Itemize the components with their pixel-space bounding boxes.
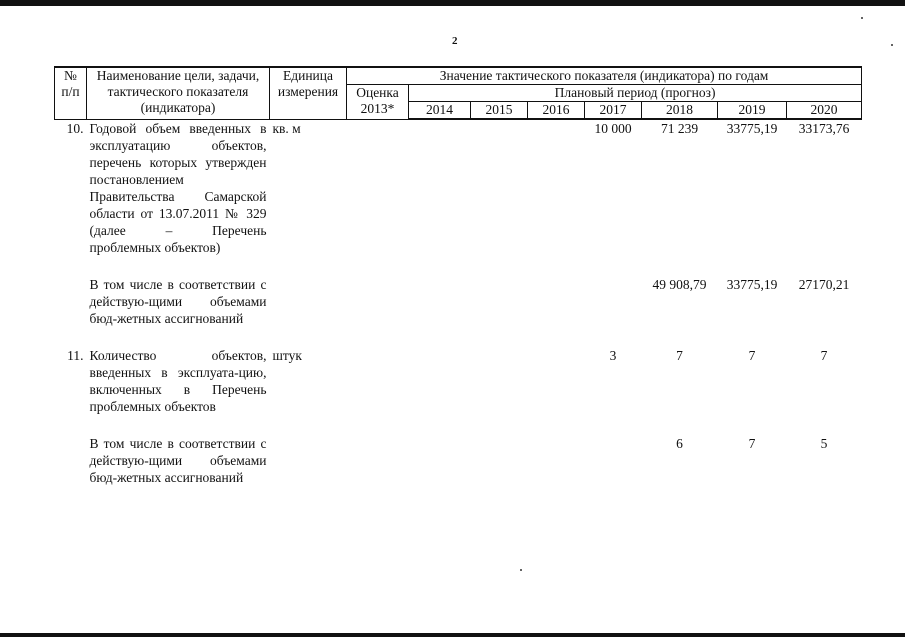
header-year: 2020 [787,102,862,120]
row-value [471,119,528,256]
indicators-table [54,66,862,486]
row-unit [270,435,347,486]
row-value [528,276,585,327]
header-unit: Единица измерения [270,67,347,119]
row-value [471,435,528,486]
row-value: 7 [748,435,756,451]
row-value: 71 239 [660,121,699,136]
row-value: 6 [676,435,683,451]
row-value [471,276,528,327]
row-unit: кв. м [272,120,301,136]
row-number: 10. [66,120,84,136]
header-number: № п/п [55,67,87,119]
row-name: В том числе в соответствии с действую-щими объемами бюд-жетных ассигнований [89,435,267,485]
header-name: Наименование цели, задачи, тактического показателя (индикатора) [87,67,270,119]
row-value [585,276,642,327]
row-name: Количество объектов, введенных в эксплуата-цию, включенных в Перечень проблемных объектов [89,347,267,414]
row-value [409,276,471,327]
row-unit: штук [272,347,302,363]
bottom-border [0,633,905,637]
header-estimate: Оценка 2013* [347,85,409,120]
row-estimate [347,276,409,327]
table-row [55,347,862,415]
header-year: 2018 [642,102,718,120]
row-value: 33775,19 [726,276,778,292]
row-spacer [55,327,862,347]
row-value: 27170,21 [798,276,850,292]
row-spacer [55,415,862,435]
row-value [528,435,585,486]
row-name: Годовой объем введенных в эксплуатацию объектов, перечень которых утвержден постановлением Правительства Самарской области от 13.07.2011 № 329 (далее – Перечень проблемных объектов) [89,120,267,255]
row-value [585,435,642,486]
row-value: 7 [676,347,683,363]
row-spacer [55,256,862,276]
row-value [409,119,471,256]
row-value [528,119,585,256]
header-planned: Плановый период (прогноз) [409,85,862,102]
row-value [528,347,585,415]
scan-speck [520,569,522,571]
row-value: 49 908,79 [652,276,707,292]
row-value [409,435,471,486]
scan-speck [891,44,893,46]
row-value: 3 [609,347,617,363]
row-value [409,347,471,415]
row-value: 7 [748,347,756,363]
header-year: 2014 [409,102,471,120]
row-estimate [347,119,409,256]
table-row [55,435,862,486]
table-row [55,276,862,327]
row-value [471,347,528,415]
header-year: 2015 [471,102,528,120]
header-values: Значение тактического показателя (индикатора) по годам [347,67,862,85]
top-border [0,0,905,6]
table-row [55,119,862,256]
row-value: 5 [820,435,828,451]
scan-speck [861,17,863,19]
row-value: 7 [820,347,828,363]
row-value: 33775,19 [726,121,778,136]
row-value: 10 000 [594,121,632,136]
row-estimate [347,347,409,415]
row-number [55,435,87,486]
header-year: 2017 [585,102,642,120]
page-number: 2 [452,35,458,47]
row-unit [270,276,347,327]
row-number [55,276,87,327]
row-estimate [347,435,409,486]
row-number: 11. [67,347,84,363]
row-name: В том числе в соответствии с действую-щими объемами бюд-жетных ассигнований [89,276,267,326]
header-year: 2016 [528,102,585,120]
header-year: 2019 [718,102,787,120]
row-value: 33173,76 [798,121,850,136]
